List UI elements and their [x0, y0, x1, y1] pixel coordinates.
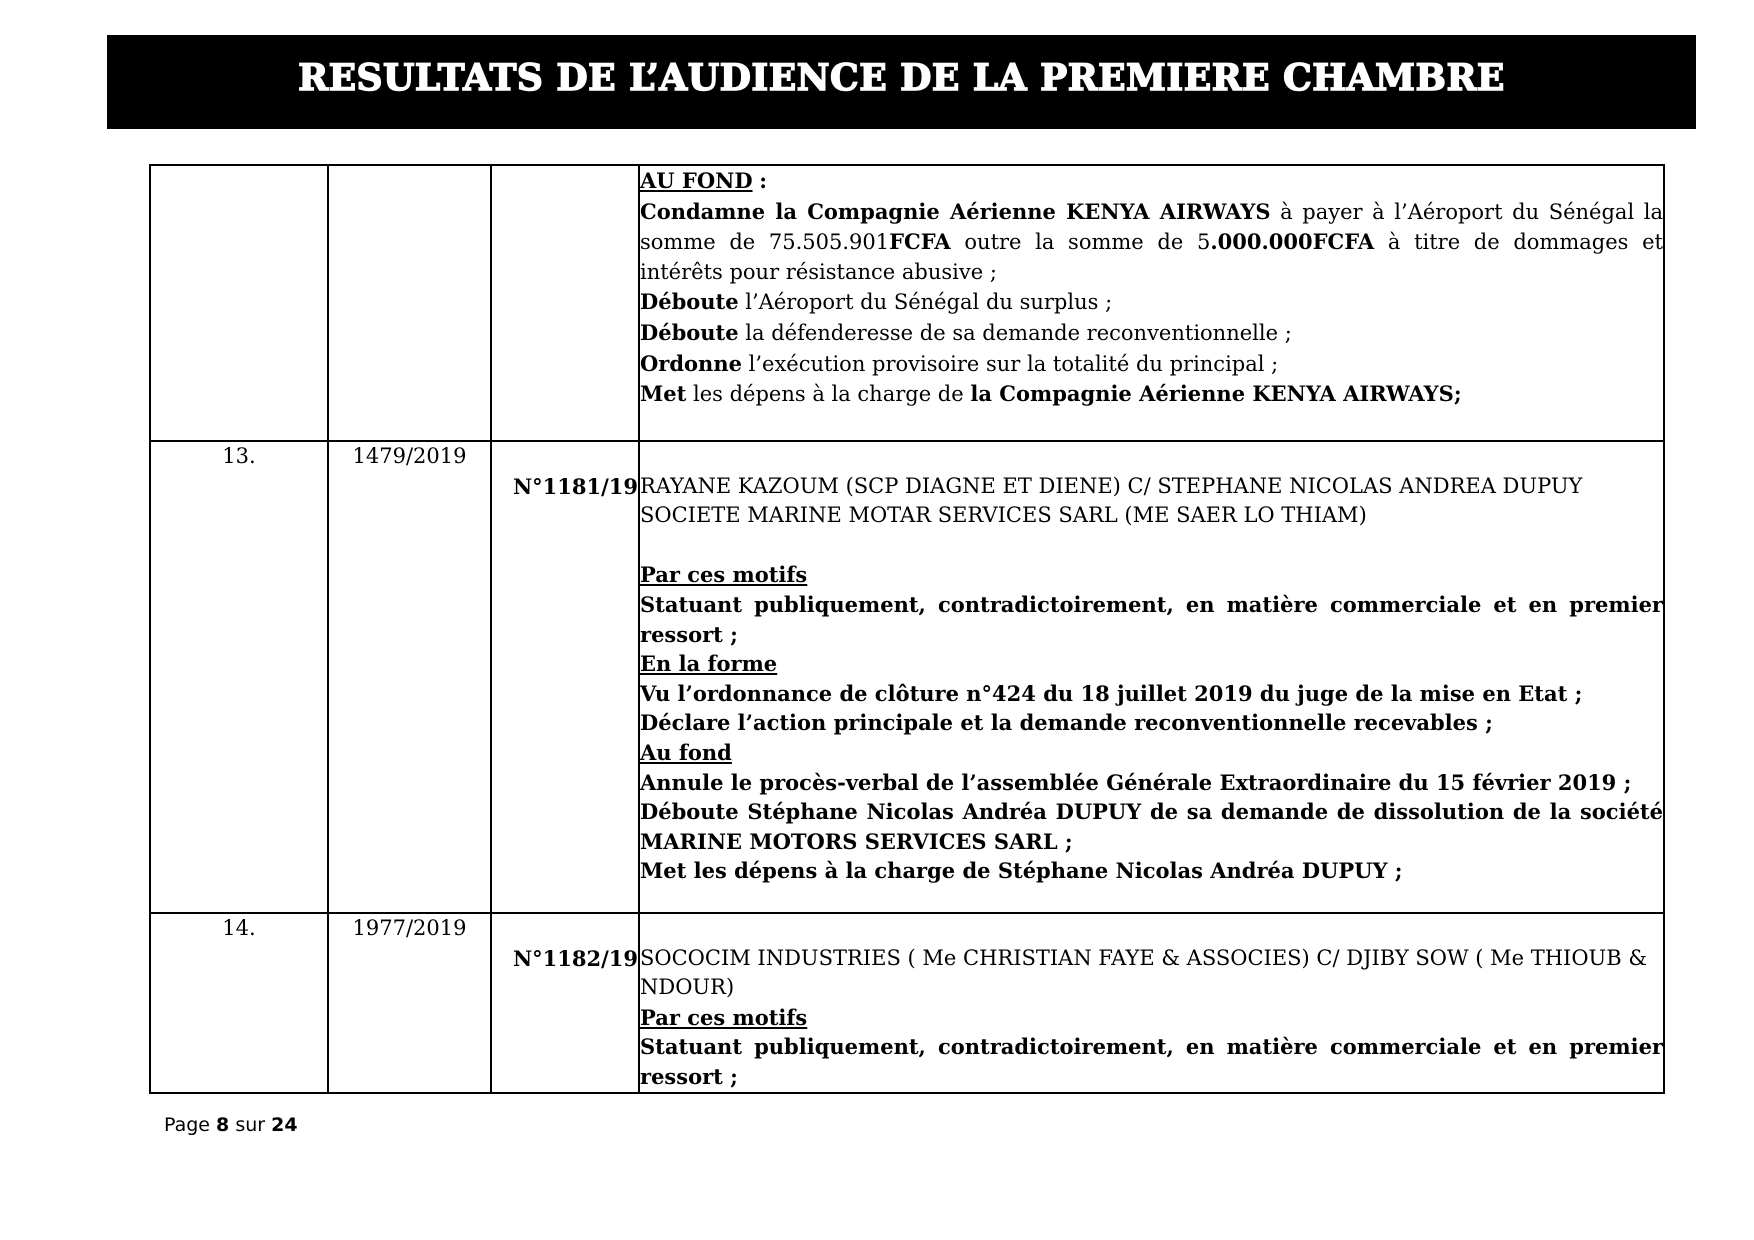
- condemnation-text: Condamne la Compagnie Aérienne KENYA AIRWAYS à payer à l’Aéroport du Sénégal la somme de 75.505.901FCFA outre la somme de 5.000.000FCFA à titre de dommages et intérêts pour résistance abusive ;: [640, 198, 1663, 284]
- page-footer: Page 8 sur 24: [164, 1114, 298, 1136]
- decision-number: N°1182/19: [491, 913, 639, 1093]
- number-cell: [150, 165, 328, 441]
- ruling-line: Déboute Stéphane Nicolas Andréa DUPUY de sa demande de dissolution de la société MARINE MOTORS SERVICES SARL ;: [640, 799, 1663, 854]
- decision-number: N°1181/19: [491, 441, 639, 913]
- fond-heading: Au fond: [640, 739, 732, 765]
- motifs-heading: Par ces motifs: [640, 1004, 808, 1030]
- ruling-line: Ordonne l’exécution provisoire sur la totalité du principal ;: [640, 350, 1279, 376]
- page-current: 8: [216, 1114, 230, 1136]
- page-total: 24: [271, 1114, 298, 1136]
- ruling-line: Vu l’ordonnance de clôture n°424 du 18 juillet 2019 du juge de la mise en Etat ;: [640, 680, 1583, 706]
- statuant-text: Statuant publiquement, contradictoirement, en matière commerciale et en premier ressort ;: [640, 1034, 1663, 1089]
- table-row: [150, 165, 1664, 441]
- table-row: [150, 441, 1664, 913]
- au-fond-heading: AU FOND: [640, 168, 753, 193]
- ruling-cell: AU FOND : Condamne la Compagnie Aérienne KENYA AIRWAYS à payer à l’Aéroport du Sénégal la somme de 75.505.901FCFA outre la somme de 5.000.000FCFA à titre de dommages et intérêts pour résistance abusive ; Déboute l’Aéroport du Sénégal du surplus ; Déboute la défenderesse de sa demande reconventionnelle ; Ordonne l’exécution provisoire sur la totalité du principal ; Met les dépens à la charge de la Compagnie Aérienne KENYA AIRWAYS;: [639, 165, 1664, 441]
- case-cell: [328, 165, 491, 441]
- header-banner: [107, 35, 1696, 129]
- table-row: [150, 913, 1664, 1093]
- page-title: RESULTATS DE L’AUDIENCE DE LA PREMIERE CHAMBRE: [298, 57, 1505, 99]
- ruling-cell: [639, 441, 1664, 913]
- case-number: 1479/2019: [328, 441, 491, 913]
- ruling-line: Annule le procès-verbal de l’assemblée Générale Extraordinaire du 15 février 2019 ;: [640, 769, 1632, 795]
- parties-text: SOCOCIM INDUSTRIES ( Me CHRISTIAN FAYE & ASSOCIES) C/ DJIBY SOW ( Me THIOUB & NDOUR): [640, 945, 1648, 1000]
- statuant-text: Statuant publiquement, contradictoirement, en matière commerciale et en premier ressort ;: [640, 591, 1663, 647]
- parties-text: RAYANE KAZOUM (SCP DIAGNE ET DIENE) C/ STEPHANE NICOLAS ANDREA DUPUY SOCIETE MARINE MOTAR SERVICES SARL (ME SAER LO THIAM): [640, 473, 1583, 528]
- forme-heading: En la forme: [640, 651, 778, 677]
- ruling-line: Déboute l’Aéroport du Sénégal du surplus ;: [640, 289, 1113, 315]
- ruling-line: Déclare l’action principale et la demande reconventionnelle recevables ;: [640, 710, 1493, 736]
- case-number: 1977/2019: [328, 913, 491, 1093]
- row-number: 14.: [150, 913, 328, 1093]
- row-number: 13.: [150, 441, 328, 913]
- ruling-line: Met les dépens à la charge de la Compagnie Aérienne KENYA AIRWAYS;: [640, 381, 1462, 407]
- motifs-heading: Par ces motifs: [640, 562, 808, 588]
- ruling-cell: [639, 913, 1664, 1093]
- ruling-line: Met les dépens à la charge de Stéphane Nicolas Andréa DUPUY ;: [640, 858, 1403, 884]
- ruling-line: Déboute la défenderesse de sa demande reconventionnelle ;: [640, 319, 1292, 345]
- results-table: [149, 164, 1665, 1094]
- decision-cell: [491, 165, 639, 441]
